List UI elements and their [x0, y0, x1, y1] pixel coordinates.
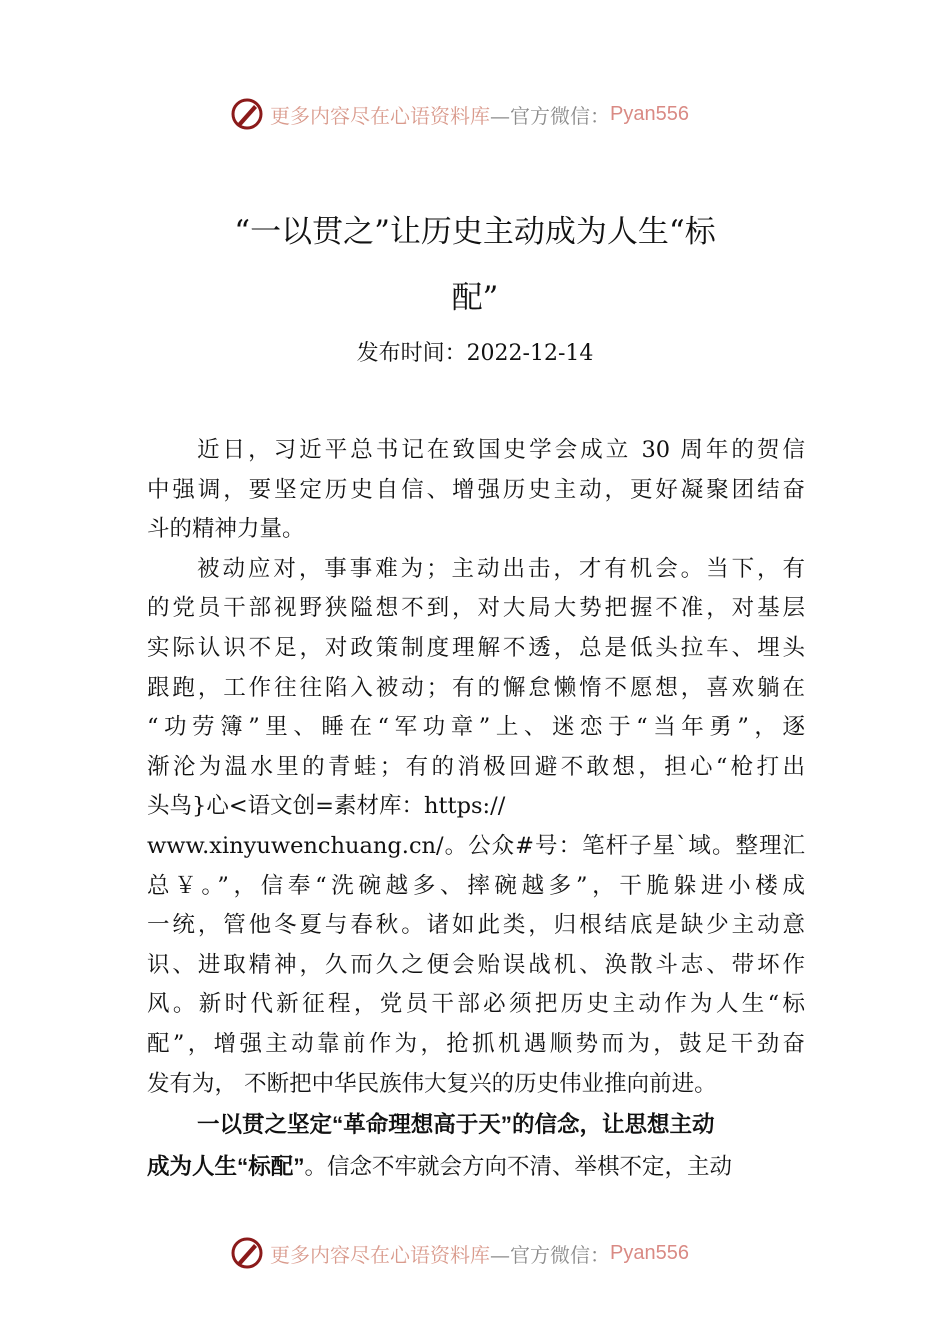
- text-line: 斗的精神力量。: [147, 516, 305, 543]
- bold-heading-line: 一以贯之坚定“革命理想高于天”的信念，让思想主动: [197, 1112, 715, 1137]
- text-line: 跟跑，工作往往陷入被动；有的懈怠懒惰不愿想，喜欢躺在: [147, 674, 805, 701]
- text-line: 的党员干部视野狭隘想不到，对大局大势把握不准，对基层: [147, 595, 805, 622]
- text-line: 识、进取精神，久而久之便会贻误战机、涣散斗志、带坏作: [147, 951, 805, 978]
- text-line: 被动应对，事事难为；主动出击，才有机会。当下，有: [197, 555, 805, 582]
- text-line: 总￥。”，信奉“洗碗越多、摔碗越多”，干脆躲进小楼成: [147, 872, 805, 899]
- pen-logo-icon: [230, 1236, 264, 1270]
- text-line: 头鸟}心<语文创=素材库：https://: [147, 793, 506, 820]
- text-line: 近日，习近平总书记在致国史学会成立 30 周年的贺信: [197, 437, 805, 463]
- footer-watermark: [230, 1233, 730, 1273]
- watermark-text: 更多内容尽在心语资料库: [270, 103, 490, 128]
- text-line: 实际认识不足，对政策制度理解不透，总是低头拉车、埋头: [147, 635, 805, 661]
- last-line: [147, 1152, 805, 1182]
- publish-date: 发布时间：2022-12-14: [356, 341, 594, 366]
- watermark-label: —官方微信：: [490, 103, 610, 128]
- watermark-id: Pyan556: [610, 102, 689, 125]
- text-line: 发有为， 不断把中华民族伟大复兴的历史伟业推向前进。: [147, 1070, 717, 1097]
- bold-heading-end: 成为人生“标配”: [147, 1154, 305, 1179]
- text-line: 配”，增强主动靠前作为，抢抓机遇顺势而为，鼓足干劲奋: [147, 1031, 805, 1057]
- text-line: “功劳簿”里、睡在“军功章”上、迷恋于“当年勇”，逐: [147, 714, 805, 741]
- watermark-text: 更多内容尽在心语资料库: [270, 1242, 490, 1267]
- header-watermark: [230, 94, 730, 134]
- watermark-id: Pyan556: [610, 1241, 689, 1264]
- text-line: 一统，管他冬夏与春秋。诸如此类，归根结底是缺少主动意: [147, 912, 805, 939]
- pen-logo-icon: [230, 97, 264, 131]
- text-line: 渐沦为温水里的青蛙；有的消极回避不敢想，担心“枪打出: [147, 753, 805, 780]
- title-line-2: 配”: [451, 280, 499, 316]
- text-line: 中强调，要坚定历史自信、增强历史主动，更好凝聚团结奋: [147, 476, 805, 503]
- text-line: 风。新时代新征程，党员干部必须把历史主动作为人生“标: [147, 991, 805, 1018]
- title-line-1: “一以贯之”让历史主动成为人生“标: [234, 214, 716, 250]
- text-line: www.xinyuwenchuang.cn/。公众#号：笔杆子星`域。整理汇: [147, 833, 805, 859]
- watermark-label: —官方微信：: [490, 1242, 610, 1267]
- last-line-text: 。信念不牢就会方向不清、举棋不定，主动: [304, 1154, 733, 1180]
